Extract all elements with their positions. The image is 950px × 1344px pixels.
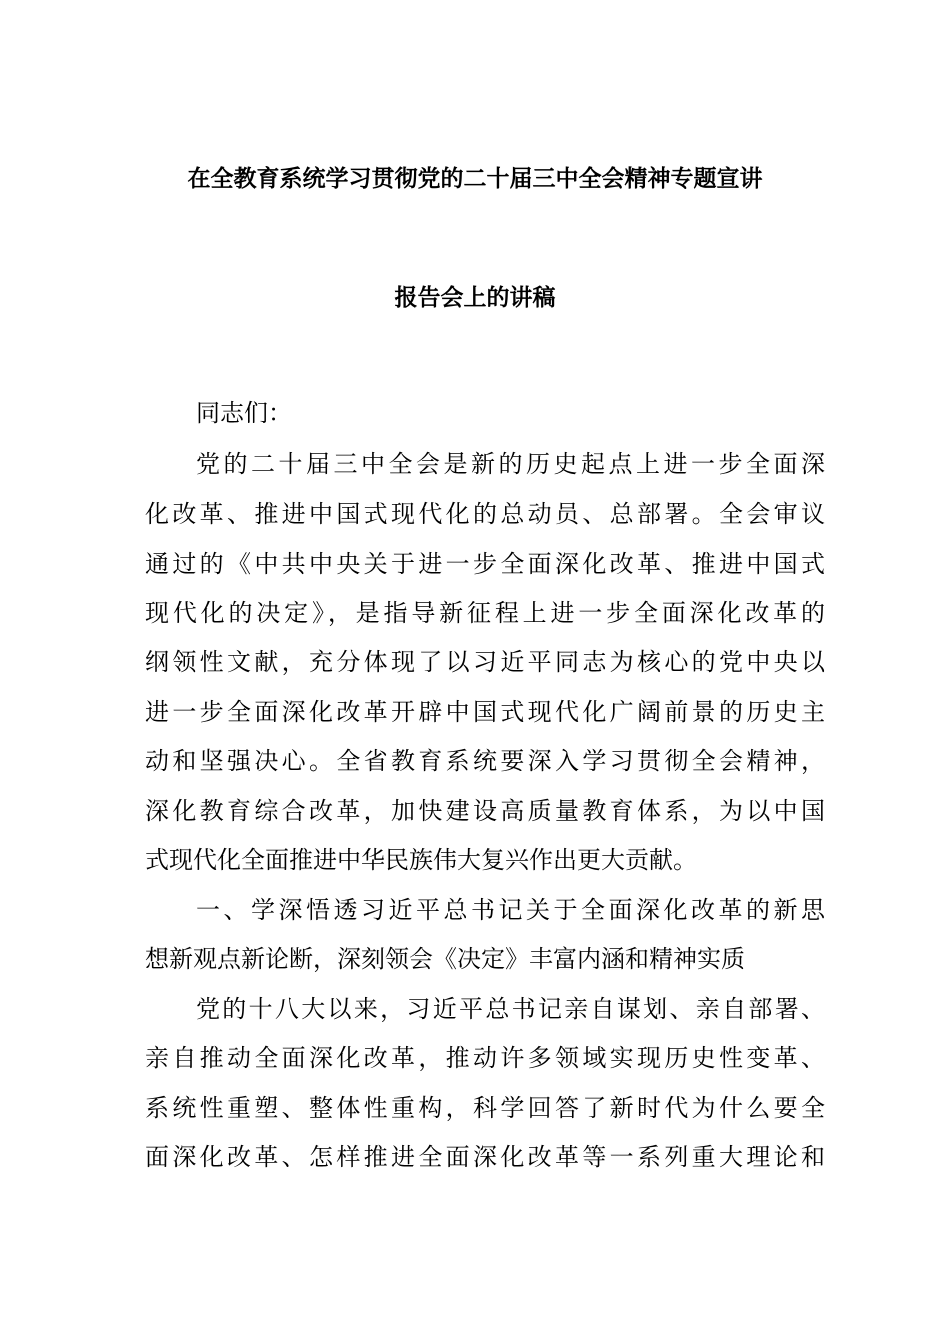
paragraph-1-line: 化改革、推进中国式现代化的总动员、总部署。全会审议	[145, 500, 825, 528]
paragraph-1-line: 式现代化全面推进中华民族伟大复兴作出更大贡献。	[145, 846, 697, 874]
document-title-line-2: 报告会上的讲稿	[394, 285, 556, 311]
paragraph-1-line: 现代化的决定》，是指导新征程上进一步全面深化改革的	[145, 599, 825, 627]
paragraph-2-line: 党的十八大以来，习近平总书记亲自谋划、亲自部署、	[196, 995, 825, 1023]
paragraph-1-line: 深化教育综合改革，加快建设高质量教育体系，为以中国	[145, 797, 825, 825]
paragraph-2-line: 面深化改革、怎样推进全面深化改革等一系列重大理论和	[145, 1143, 825, 1171]
paragraph-1-line: 通过的《中共中央关于进一步全面深化改革、推进中国式	[145, 550, 825, 578]
section-heading-line: 一、学深悟透习近平总书记关于全面深化改革的新思	[196, 896, 825, 924]
paragraph-1-line: 纲领性文献，充分体现了以习近平同志为核心的党中央以	[145, 648, 825, 676]
salutation: 同志们：	[196, 399, 292, 427]
paragraph-1-line: 进一步全面深化改革开辟中国式现代化广阔前景的历史主	[145, 698, 825, 726]
paragraph-1-line: 动和坚强决心。全省教育系统要深入学习贯彻全会精神，	[145, 747, 825, 775]
paragraph-2-line: 亲自推动全面深化改革，推动许多领域实现历史性变革、	[145, 1044, 825, 1072]
document-title-line-1: 在全教育系统学习贯彻党的二十届三中全会精神专题宣讲	[187, 166, 763, 192]
paragraph-2-line: 系统性重塑、整体性重构，科学回答了新时代为什么要全	[145, 1094, 825, 1122]
section-heading-line: 想新观点新论断，深刻领会《决定》丰富内涵和精神实质	[145, 945, 745, 973]
paragraph-1-line: 党的二十届三中全会是新的历史起点上进一步全面深	[196, 450, 825, 478]
